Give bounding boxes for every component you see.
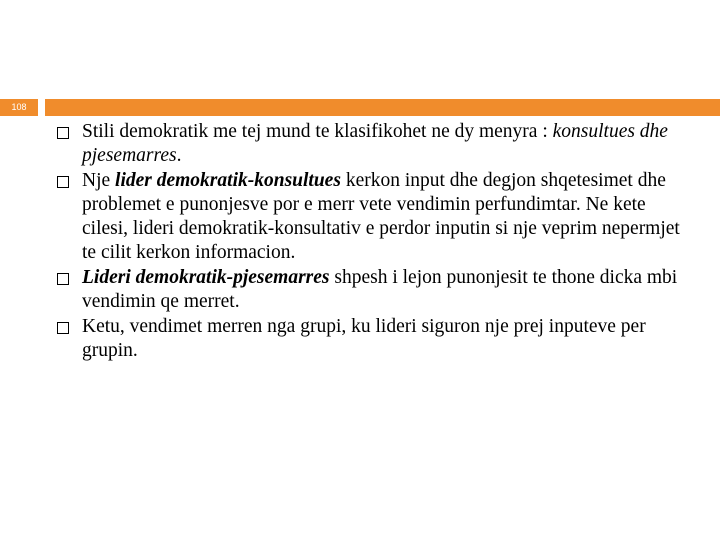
bullet-text: Nje	[82, 170, 116, 191]
bullet-text-end: .	[176, 145, 182, 166]
bullet-list	[52, 120, 692, 364]
list-item	[52, 315, 692, 363]
bullet-text-end: shpesh i lejon punonjesit te thone dicka mbi vendimin qe merret.	[82, 267, 678, 312]
square-bullet-icon	[57, 322, 69, 334]
bullet-text: Stili demokratik me tej mund te klasifikohet ne dy menyra :	[82, 121, 553, 142]
list-item	[52, 266, 692, 314]
bullet-emphasis-text: Lideri demokratik-pjesemarres	[82, 267, 330, 288]
list-item	[52, 120, 692, 168]
list-item	[52, 169, 692, 265]
bullet-italic-text: konsultues dhe pjesemarres	[82, 121, 668, 166]
square-bullet-icon	[57, 176, 69, 188]
square-bullet-icon	[57, 273, 69, 285]
slide-number: 108	[0, 99, 38, 116]
bullet-text: Ketu, vendimet merren nga grupi, ku lideri siguron nje prej inputeve per grupin.	[82, 316, 646, 361]
bullet-text-end: kerkon input dhe degjon shqetesimet dhe problemet e punonjesve por e merr vete vendimin perfundimtar. Ne kete cilesi, lideri demokratik-konsultativ e perdor inputin si nje veprim nepermjet te cilit kerkon informacion.	[82, 170, 680, 263]
header-accent-bar	[45, 99, 720, 116]
bullet-emphasis-text: lider demokratik-konsultues	[115, 170, 341, 191]
square-bullet-icon	[57, 127, 69, 139]
